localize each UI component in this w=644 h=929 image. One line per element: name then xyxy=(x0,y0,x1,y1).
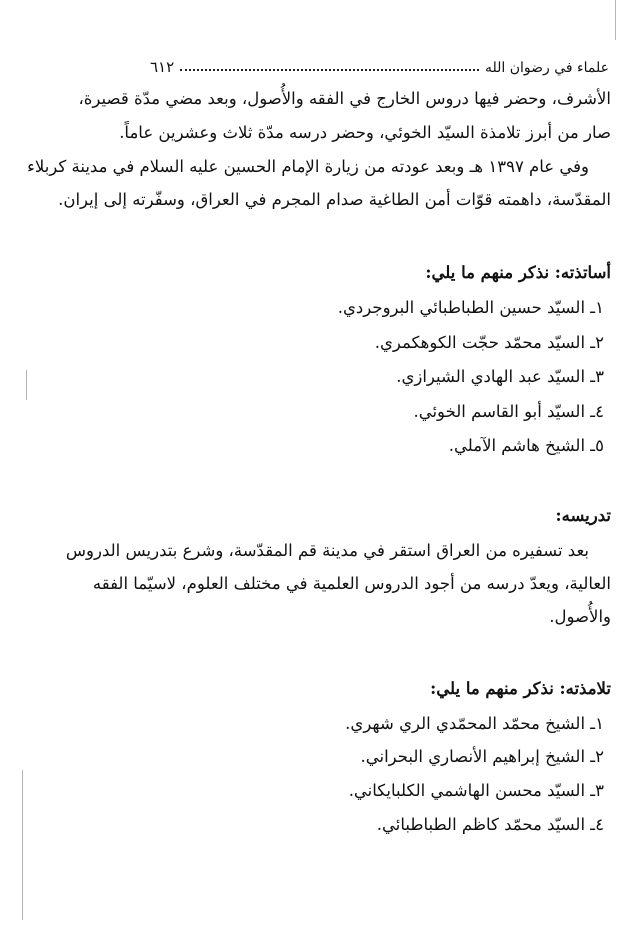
header-title: علماء في رضوان الله xyxy=(485,60,609,76)
teaching-heading: تدريسه: xyxy=(555,506,611,525)
student-list-item: ١ـ الشيخ محمّد المحمّدي الري شهري. xyxy=(345,714,604,733)
student-list-item: ٤ـ السيّد محمّد كاظم الطباطبائي. xyxy=(376,815,604,834)
running-header xyxy=(150,50,609,76)
header-dot-leader xyxy=(180,68,479,71)
scan-edge-mark xyxy=(22,770,23,920)
paragraph-line: بعد تسفيره من العراق استقر في مدينة قم المقدّسة، وشرع بتدريس الدروس xyxy=(65,541,589,560)
paragraph-line: المقدّسة، داهمته قوّات أمن الطاغية صدام المجرم في العراق، وسفّرته إلى إيران. xyxy=(58,190,611,209)
student-list-item: ٣ـ السيّد محسن الهاشمي الكلبايكاني. xyxy=(348,781,604,800)
paragraph-line: وفي عام ١٣٩٧ هـ وبعد عودته من زيارة الإمام الحسين عليه السلام في مدينة كربلاء xyxy=(27,157,589,176)
scan-edge-mark xyxy=(615,0,616,40)
teacher-list-item: ٢ـ السيّد محمّد حجّت الكوهكمري. xyxy=(374,333,604,352)
teachers-heading: أساتذته: نذكر منهم ما يلي: xyxy=(425,263,611,282)
page-number: ٦١٢ xyxy=(150,58,175,76)
teacher-list-item: ٤ـ السيّد أبو القاسم الخوئي. xyxy=(413,402,604,421)
paragraph-line: الأشرف، وحضر فيها دروس الخارج في الفقه والأُصول، وبعد مضي مدّة قصيرة، xyxy=(78,89,611,108)
student-list-item: ٢ـ الشيخ إبراهيم الأنصاري البحراني. xyxy=(360,747,604,766)
teacher-list-item: ١ـ السيّد حسين الطباطبائي البروجردي. xyxy=(337,298,604,317)
students-heading: تلامذته: نذكر منهم ما يلي: xyxy=(430,679,611,698)
teacher-list-item: ٣ـ السيّد عبد الهادي الشيرازي. xyxy=(396,367,604,386)
scan-edge-mark xyxy=(26,370,27,400)
paragraph-line: صار من أبرز تلامذة السيّد الخوئي، وحضر درسه مدّة ثلاث وعشرين عاماً. xyxy=(119,123,611,142)
paragraph-line: العالية، ويعدّ درسه من أجود الدروس العلمية في مختلف العلوم، لاسيّما الفقه xyxy=(92,574,611,593)
teacher-list-item: ٥ـ الشيخ هاشم الآملي. xyxy=(448,436,604,455)
paragraph-line: والأُصول. xyxy=(549,607,611,626)
